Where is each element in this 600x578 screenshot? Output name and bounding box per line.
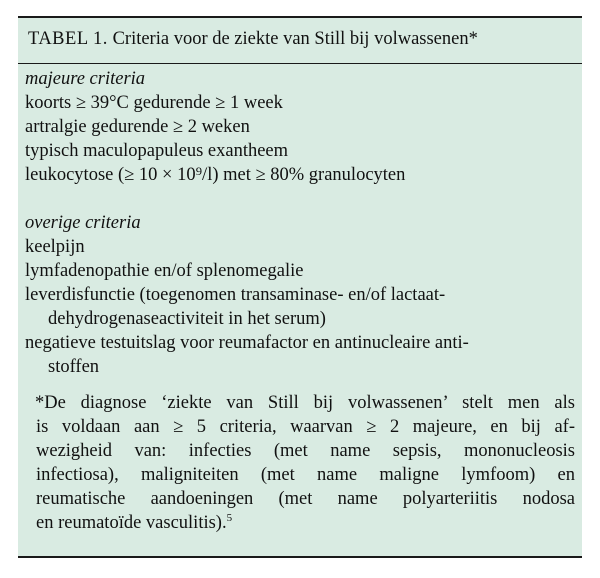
major-criterion: typisch maculopapuleus exantheem (25, 141, 289, 161)
table-footnote (25, 391, 575, 535)
other-criteria-heading: overige criteria (25, 213, 141, 233)
footnote-reference: 5 (226, 512, 233, 524)
footnote-line: is voldaan aan ≥ 5 criteria, waarvan ≥ 2 majeure, en bij af- (36, 417, 575, 437)
table-caption (28, 27, 478, 51)
other-criterion-liver-line2: dehydrogenaseactiviteit in het serum) (48, 309, 326, 329)
major-criterion: koorts ≥ 39°C gedurende ≥ 1 week (25, 93, 283, 113)
header-rule (18, 63, 582, 64)
major-criterion: artralgie gedurende ≥ 2 weken (25, 117, 250, 137)
major-criteria-heading: majeure criteria (25, 69, 146, 89)
other-criterion-serology-line2: stoffen (48, 357, 100, 377)
other-criterion: lymfadenopathie en/of splenomegalie (25, 261, 304, 281)
footnote-line: reumatische aandoeningen (met name polyarteriitis nodosa (36, 489, 575, 509)
footnote-line: wezigheid van: infecties (met name sepsis, mononucleosis (36, 441, 575, 461)
table-title: Criteria voor de ziekte van Still bij volwassenen* (112, 29, 478, 49)
other-criterion: keelpijn (25, 237, 85, 257)
criteria-table (18, 16, 582, 558)
other-criterion-serology-line1: negatieve testuitslag voor reumafactor en antinucleaire anti- (25, 333, 469, 353)
table-body (25, 67, 575, 535)
section-spacer (25, 187, 575, 211)
footnote-line: infectiosa), maligniteiten (met name maligne lymfoom) en (36, 465, 575, 485)
major-criterion: leukocytose (≥ 10 × 10⁹/l) met ≥ 80% granulocyten (25, 165, 406, 185)
footnote-last-text: en reumatoïde vasculitis). (36, 513, 227, 533)
footnote-line: *De diagnose ‘ziekte van Still bij volwassenen’ stelt men als (35, 393, 575, 413)
footnote-last-line (25, 511, 575, 535)
table-label: TABEL 1. (28, 29, 108, 49)
other-criterion-liver-line1: leverdisfunctie (toegenomen transaminase- en/of lactaat- (25, 285, 446, 305)
